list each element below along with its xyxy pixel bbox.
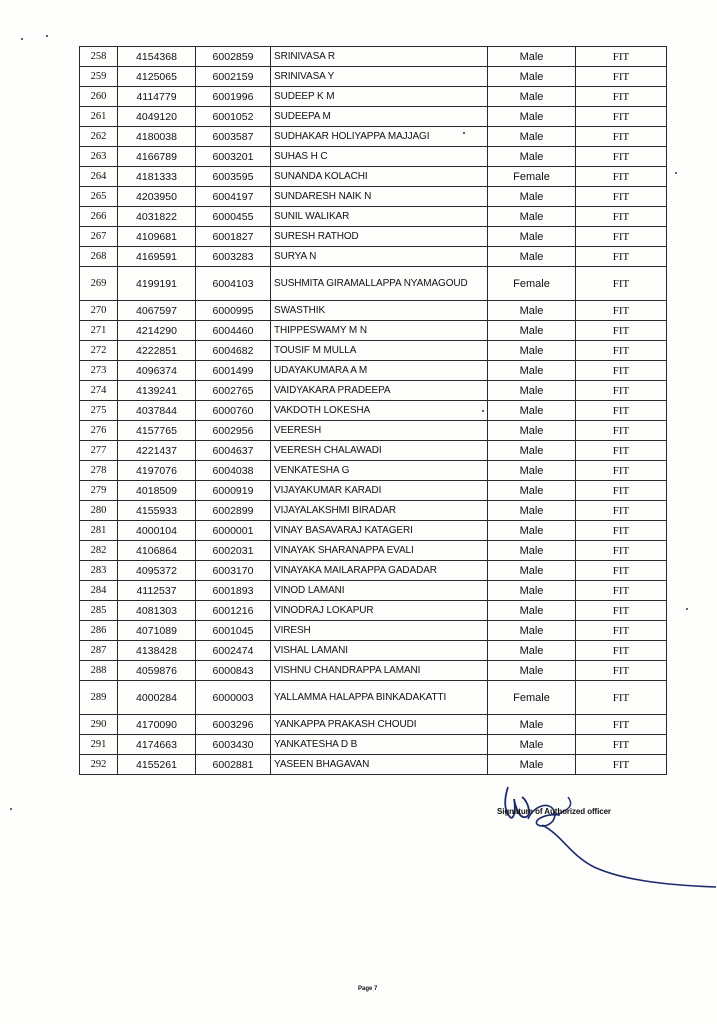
serial-number-cell: 274 (80, 381, 118, 401)
id-number-cell: 4214290 (118, 321, 196, 341)
fitness-status-cell: FIT (576, 267, 667, 301)
fitness-status-cell: FIT (576, 187, 667, 207)
candidate-name-cell: SRINIVASA Y (271, 67, 488, 87)
serial-number-cell: 282 (80, 541, 118, 561)
candidate-name-cell: VENKATESHA G (271, 461, 488, 481)
gender-cell: Male (488, 67, 576, 87)
gender-cell: Male (488, 47, 576, 67)
id-number-cell: 6002474 (196, 641, 271, 661)
candidate-name-cell: THIPPESWAMY M N (271, 321, 488, 341)
candidate-name-cell: VAKDOTH LOKESHA (271, 401, 488, 421)
fitness-status-cell: FIT (576, 107, 667, 127)
gender-cell: Male (488, 601, 576, 621)
gender-cell: Male (488, 501, 576, 521)
id-number-cell: 4199191 (118, 267, 196, 301)
table-row (80, 481, 667, 501)
id-number-cell: 4125065 (118, 67, 196, 87)
gender-cell: Male (488, 321, 576, 341)
id-number-cell: 4081303 (118, 601, 196, 621)
id-number-cell: 6002031 (196, 541, 271, 561)
gender-cell: Male (488, 421, 576, 441)
candidate-name-cell: SUHAS H C (271, 147, 488, 167)
candidate-name-cell: VAIDYAKARA PRADEEPA (271, 381, 488, 401)
fitness-status-cell: FIT (576, 601, 667, 621)
id-number-cell: 6003201 (196, 147, 271, 167)
gender-cell: Male (488, 361, 576, 381)
id-number-cell: 6004637 (196, 441, 271, 461)
gender-cell: Male (488, 461, 576, 481)
gender-cell: Male (488, 541, 576, 561)
gender-cell: Male (488, 147, 576, 167)
id-number-cell: 6004038 (196, 461, 271, 481)
id-number-cell: 4037844 (118, 401, 196, 421)
table-row (80, 87, 667, 107)
id-number-cell: 6000995 (196, 301, 271, 321)
id-number-cell: 6003170 (196, 561, 271, 581)
candidate-name-cell: VINAYAK SHARANAPPA EVALI (271, 541, 488, 561)
fitness-status-cell: FIT (576, 87, 667, 107)
table-row (80, 301, 667, 321)
table-row (80, 521, 667, 541)
fitness-status-cell: FIT (576, 321, 667, 341)
table-row (80, 681, 667, 715)
table-row (80, 661, 667, 681)
id-number-cell: 6002859 (196, 47, 271, 67)
fitness-status-cell: FIT (576, 227, 667, 247)
id-number-cell: 4180038 (118, 127, 196, 147)
id-number-cell: 6001827 (196, 227, 271, 247)
table-row (80, 321, 667, 341)
table-row (80, 421, 667, 441)
serial-number-cell: 261 (80, 107, 118, 127)
scan-speck (21, 38, 23, 40)
gender-cell: Male (488, 481, 576, 501)
fitness-status-cell: FIT (576, 481, 667, 501)
fitness-status-cell: FIT (576, 521, 667, 541)
scan-speck (686, 608, 688, 610)
serial-number-cell: 288 (80, 661, 118, 681)
table-row (80, 715, 667, 735)
gender-cell: Male (488, 247, 576, 267)
table-row (80, 501, 667, 521)
id-number-cell: 4222851 (118, 341, 196, 361)
candidate-table-body (80, 47, 667, 775)
serial-number-cell: 292 (80, 755, 118, 775)
table-row (80, 735, 667, 755)
id-number-cell: 6003430 (196, 735, 271, 755)
fitness-status-cell: FIT (576, 621, 667, 641)
id-number-cell: 6002881 (196, 755, 271, 775)
fitness-status-cell: FIT (576, 421, 667, 441)
candidate-name-cell: YASEEN BHAGAVAN (271, 755, 488, 775)
table-row (80, 67, 667, 87)
id-number-cell: 6000001 (196, 521, 271, 541)
fitness-status-cell: FIT (576, 755, 667, 775)
id-number-cell: 6004460 (196, 321, 271, 341)
fitness-status-cell: FIT (576, 247, 667, 267)
table-row (80, 581, 667, 601)
id-number-cell: 4166789 (118, 147, 196, 167)
serial-number-cell: 279 (80, 481, 118, 501)
serial-number-cell: 281 (80, 521, 118, 541)
id-number-cell: 4031822 (118, 207, 196, 227)
table-row (80, 601, 667, 621)
id-number-cell: 4138428 (118, 641, 196, 661)
fitness-status-cell: FIT (576, 361, 667, 381)
id-number-cell: 6001045 (196, 621, 271, 641)
serial-number-cell: 264 (80, 167, 118, 187)
table-row (80, 341, 667, 361)
fitness-status-cell: FIT (576, 341, 667, 361)
id-number-cell: 4106864 (118, 541, 196, 561)
serial-number-cell: 278 (80, 461, 118, 481)
id-number-cell: 4049120 (118, 107, 196, 127)
gender-cell: Male (488, 441, 576, 461)
gender-cell: Male (488, 341, 576, 361)
candidate-name-cell: VIRESH (271, 621, 488, 641)
gender-cell: Male (488, 107, 576, 127)
serial-number-cell: 280 (80, 501, 118, 521)
candidate-name-cell: SUDEEP K M (271, 87, 488, 107)
id-number-cell: 6003296 (196, 715, 271, 735)
signature-label: Signature of Authorized officer (497, 807, 611, 816)
serial-number-cell: 269 (80, 267, 118, 301)
serial-number-cell: 290 (80, 715, 118, 735)
table-row (80, 541, 667, 561)
fitness-status-cell: FIT (576, 461, 667, 481)
serial-number-cell: 285 (80, 601, 118, 621)
id-number-cell: 6000455 (196, 207, 271, 227)
id-number-cell: 4067597 (118, 301, 196, 321)
id-number-cell: 4114779 (118, 87, 196, 107)
serial-number-cell: 265 (80, 187, 118, 207)
serial-number-cell: 259 (80, 67, 118, 87)
fitness-status-cell: FIT (576, 301, 667, 321)
gender-cell: Female (488, 167, 576, 187)
table-row (80, 381, 667, 401)
gender-cell: Male (488, 301, 576, 321)
fitness-status-cell: FIT (576, 661, 667, 681)
id-number-cell: 6000919 (196, 481, 271, 501)
candidate-name-cell: VISHAL LAMANI (271, 641, 488, 661)
id-number-cell: 6002899 (196, 501, 271, 521)
id-number-cell: 6001216 (196, 601, 271, 621)
gender-cell: Male (488, 641, 576, 661)
serial-number-cell: 287 (80, 641, 118, 661)
id-number-cell: 4221437 (118, 441, 196, 461)
id-number-cell: 6002765 (196, 381, 271, 401)
gender-cell: Male (488, 381, 576, 401)
scan-speck (46, 35, 48, 37)
table-row (80, 147, 667, 167)
id-number-cell: 6001499 (196, 361, 271, 381)
id-number-cell: 6001996 (196, 87, 271, 107)
gender-cell: Male (488, 581, 576, 601)
scan-speck (482, 410, 484, 412)
id-number-cell: 6003283 (196, 247, 271, 267)
serial-number-cell: 277 (80, 441, 118, 461)
fitness-status-cell: FIT (576, 167, 667, 187)
fitness-status-cell: FIT (576, 67, 667, 87)
id-number-cell: 6002956 (196, 421, 271, 441)
table-row (80, 641, 667, 661)
id-number-cell: 6004682 (196, 341, 271, 361)
candidate-table (79, 46, 667, 775)
id-number-cell: 6003587 (196, 127, 271, 147)
gender-cell: Female (488, 267, 576, 301)
serial-number-cell: 289 (80, 681, 118, 715)
id-number-cell: 4071089 (118, 621, 196, 641)
candidate-name-cell: SUNANDA KOLACHI (271, 167, 488, 187)
id-number-cell: 4112537 (118, 581, 196, 601)
fitness-status-cell: FIT (576, 561, 667, 581)
candidate-name-cell: VEERESH (271, 421, 488, 441)
gender-cell: Male (488, 187, 576, 207)
candidate-name-cell: SRINIVASA R (271, 47, 488, 67)
serial-number-cell: 267 (80, 227, 118, 247)
candidate-name-cell: VINAY BASAVARAJ KATAGERI (271, 521, 488, 541)
fitness-status-cell: FIT (576, 735, 667, 755)
serial-number-cell: 275 (80, 401, 118, 421)
table-row (80, 561, 667, 581)
id-number-cell: 4000104 (118, 521, 196, 541)
candidate-name-cell: YANKATESHA D B (271, 735, 488, 755)
candidate-name-cell: SUNDARESH NAIK N (271, 187, 488, 207)
table-row (80, 207, 667, 227)
id-number-cell: 4018509 (118, 481, 196, 501)
candidate-name-cell: SUNIL WALIKAR (271, 207, 488, 227)
gender-cell: Male (488, 715, 576, 735)
fitness-status-cell: FIT (576, 681, 667, 715)
serial-number-cell: 271 (80, 321, 118, 341)
fitness-status-cell: FIT (576, 541, 667, 561)
fitness-status-cell: FIT (576, 501, 667, 521)
id-number-cell: 4169591 (118, 247, 196, 267)
id-number-cell: 4000284 (118, 681, 196, 715)
id-number-cell: 4154368 (118, 47, 196, 67)
scan-speck (463, 132, 465, 134)
id-number-cell: 4203950 (118, 187, 196, 207)
id-number-cell: 4155261 (118, 755, 196, 775)
candidate-name-cell: VISHNU CHANDRAPPA LAMANI (271, 661, 488, 681)
table-row (80, 247, 667, 267)
id-number-cell: 4181333 (118, 167, 196, 187)
id-number-cell: 4174663 (118, 735, 196, 755)
id-number-cell: 6002159 (196, 67, 271, 87)
id-number-cell: 6004103 (196, 267, 271, 301)
gender-cell: Male (488, 87, 576, 107)
id-number-cell: 4197076 (118, 461, 196, 481)
serial-number-cell: 286 (80, 621, 118, 641)
candidate-name-cell: YALLAMMA HALAPPA BINKADAKATTI (271, 681, 488, 715)
serial-number-cell: 283 (80, 561, 118, 581)
candidate-name-cell: SWASTHIK (271, 301, 488, 321)
id-number-cell: 6001052 (196, 107, 271, 127)
gender-cell: Male (488, 755, 576, 775)
serial-number-cell: 273 (80, 361, 118, 381)
table-row (80, 621, 667, 641)
table-row (80, 47, 667, 67)
serial-number-cell: 276 (80, 421, 118, 441)
gender-cell: Male (488, 521, 576, 541)
fitness-status-cell: FIT (576, 127, 667, 147)
table-row (80, 167, 667, 187)
candidate-name-cell: SURESH RATHOD (271, 227, 488, 247)
fitness-status-cell: FIT (576, 381, 667, 401)
serial-number-cell: 272 (80, 341, 118, 361)
serial-number-cell: 266 (80, 207, 118, 227)
gender-cell: Male (488, 661, 576, 681)
serial-number-cell: 270 (80, 301, 118, 321)
serial-number-cell: 284 (80, 581, 118, 601)
gender-cell: Male (488, 401, 576, 421)
id-number-cell: 6000760 (196, 401, 271, 421)
serial-number-cell: 291 (80, 735, 118, 755)
serial-number-cell: 258 (80, 47, 118, 67)
fitness-status-cell: FIT (576, 47, 667, 67)
gender-cell: Male (488, 207, 576, 227)
id-number-cell: 6004197 (196, 187, 271, 207)
id-number-cell: 4157765 (118, 421, 196, 441)
candidate-name-cell: SURYA N (271, 247, 488, 267)
id-number-cell: 4109681 (118, 227, 196, 247)
candidate-name-cell: SUDHAKAR HOLIYAPPA MAJJAGI (271, 127, 488, 147)
table-row (80, 227, 667, 247)
gender-cell: Male (488, 127, 576, 147)
table-row (80, 461, 667, 481)
fitness-status-cell: FIT (576, 581, 667, 601)
page-number: Page 7 (358, 986, 378, 992)
id-number-cell: 6000843 (196, 661, 271, 681)
gender-cell: Male (488, 227, 576, 247)
table-row (80, 127, 667, 147)
candidate-name-cell: VINOD LAMANI (271, 581, 488, 601)
id-number-cell: 6000003 (196, 681, 271, 715)
candidate-name-cell: VIJAYALAKSHMI BIRADAR (271, 501, 488, 521)
candidate-name-cell: VIJAYAKUMAR KARADI (271, 481, 488, 501)
table-row (80, 361, 667, 381)
fitness-status-cell: FIT (576, 715, 667, 735)
serial-number-cell: 263 (80, 147, 118, 167)
table-row (80, 187, 667, 207)
fitness-status-cell: FIT (576, 641, 667, 661)
table-row (80, 755, 667, 775)
candidate-name-cell: TOUSIF M MULLA (271, 341, 488, 361)
table-row (80, 441, 667, 461)
id-number-cell: 4170090 (118, 715, 196, 735)
scan-speck (10, 808, 12, 810)
table-row (80, 401, 667, 421)
table-row (80, 107, 667, 127)
gender-cell: Male (488, 735, 576, 755)
scan-speck (675, 172, 677, 174)
candidate-name-cell: VINODRAJ LOKAPUR (271, 601, 488, 621)
fitness-status-cell: FIT (576, 147, 667, 167)
serial-number-cell: 260 (80, 87, 118, 107)
fitness-status-cell: FIT (576, 441, 667, 461)
candidate-name-cell: YANKAPPA PRAKASH CHOUDI (271, 715, 488, 735)
id-number-cell: 6003595 (196, 167, 271, 187)
table-row (80, 267, 667, 301)
gender-cell: Male (488, 621, 576, 641)
fitness-status-cell: FIT (576, 401, 667, 421)
serial-number-cell: 268 (80, 247, 118, 267)
id-number-cell: 4139241 (118, 381, 196, 401)
candidate-name-cell: UDAYAKUMARA A M (271, 361, 488, 381)
id-number-cell: 6001893 (196, 581, 271, 601)
candidate-name-cell: SUDEEPA M (271, 107, 488, 127)
fitness-status-cell: FIT (576, 207, 667, 227)
candidate-name-cell: VEERESH CHALAWADI (271, 441, 488, 461)
id-number-cell: 4096374 (118, 361, 196, 381)
candidate-name-cell: VINAYAKA MAILARAPPA GADADAR (271, 561, 488, 581)
id-number-cell: 4095372 (118, 561, 196, 581)
id-number-cell: 4059876 (118, 661, 196, 681)
gender-cell: Male (488, 561, 576, 581)
handwritten-signature (470, 775, 717, 895)
id-number-cell: 4155933 (118, 501, 196, 521)
candidate-name-cell: SUSHMITA GIRAMALLAPPA NYAMAGOUD (271, 267, 488, 301)
gender-cell: Female (488, 681, 576, 715)
serial-number-cell: 262 (80, 127, 118, 147)
